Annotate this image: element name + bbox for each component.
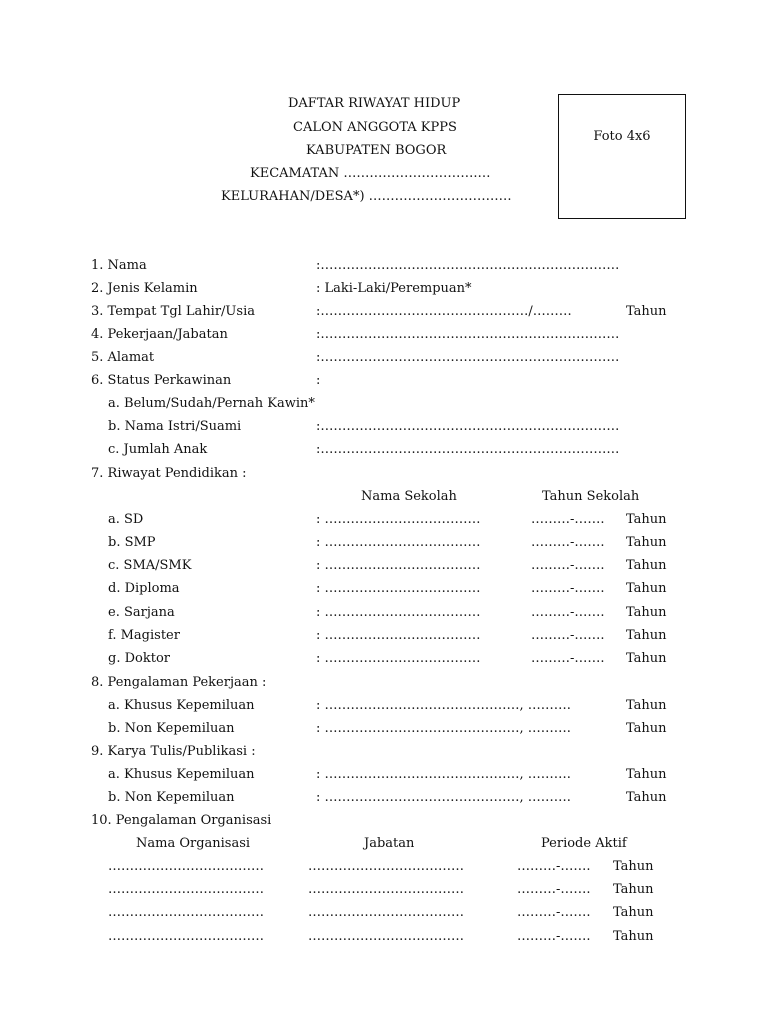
field-label: b. Non Kepemiluan — [108, 790, 235, 805]
field-row-tempat-tgl-lahir — [0, 304, 768, 322]
field-value[interactable]: : ………………………………………, ………. — [316, 698, 571, 713]
school-years-field[interactable]: ………-……. — [531, 535, 605, 550]
field-row-status-perkawinan — [0, 373, 768, 391]
organization-row — [0, 882, 768, 900]
organization-heading-row — [0, 813, 768, 831]
field-value: : — [316, 373, 321, 388]
field-label: 1. Nama — [91, 258, 147, 273]
organization-name-field[interactable]: ……………………………… — [108, 905, 264, 920]
organization-position-field[interactable]: ……………………………… — [308, 859, 464, 874]
field-value[interactable]: : ………………………………………, ………. — [316, 721, 571, 736]
field-label: 5. Alamat — [91, 350, 155, 365]
school-name-field[interactable]: : ……………………………… — [316, 558, 481, 573]
field-label: b. Nama Istri/Suami — [108, 419, 242, 434]
school-years-field[interactable]: ………-……. — [531, 512, 605, 527]
field-label: a. Khusus Kepemiluan — [108, 698, 255, 713]
field-unit: Tahun — [626, 767, 667, 782]
field-value[interactable]: :…………………………………………………………… — [316, 419, 620, 434]
publication-row-khusus — [0, 767, 768, 785]
organization-period-field[interactable]: ………-……. — [517, 859, 591, 874]
organization-heading: 10. Pengalaman Organisasi — [91, 813, 272, 828]
education-level-label: f. Magister — [108, 628, 180, 643]
work-heading: 8. Pengalaman Pekerjaan : — [91, 675, 267, 690]
school-years-field[interactable]: ………-……. — [531, 628, 605, 643]
field-unit: Tahun — [626, 581, 667, 596]
field-unit: Tahun — [626, 790, 667, 805]
field-label: a. Khusus Kepemiluan — [108, 767, 255, 782]
field-label: b. Non Kepemiluan — [108, 721, 235, 736]
organization-name-header: Nama Organisasi — [136, 836, 251, 851]
work-row-non — [0, 721, 768, 739]
education-level-label: g. Doktor — [108, 651, 170, 666]
education-level-label: e. Sarjana — [108, 605, 175, 620]
organization-period-field[interactable]: ………-……. — [517, 882, 591, 897]
education-column-headers — [0, 489, 768, 507]
document-title: DAFTAR RIWAYAT HIDUP — [288, 96, 461, 111]
organization-name-field[interactable]: ……………………………… — [108, 929, 264, 944]
photo-box — [558, 94, 686, 219]
organization-column-headers — [0, 836, 768, 854]
field-unit: Tahun — [626, 535, 667, 550]
work-row-khusus — [0, 698, 768, 716]
education-row — [0, 605, 768, 623]
field-row-alamat — [0, 350, 768, 368]
education-row — [0, 535, 768, 553]
school-name-field[interactable]: : ……………………………… — [316, 535, 481, 550]
field-unit: Tahun — [626, 698, 667, 713]
education-heading-row — [0, 466, 768, 484]
education-level-label: d. Diploma — [108, 581, 180, 596]
field-value[interactable]: :…………………………………………………………… — [316, 327, 620, 342]
publications-heading: 9. Karya Tulis/Publikasi : — [91, 744, 256, 759]
children-count-row — [0, 442, 768, 460]
field-unit: Tahun — [613, 882, 654, 897]
school-name-field[interactable]: : ……………………………… — [316, 512, 481, 527]
field-row-nama — [0, 258, 768, 276]
field-row-pekerjaan — [0, 327, 768, 345]
field-label: 3. Tempat Tgl Lahir/Usia — [91, 304, 255, 319]
field-value[interactable]: :…………………………………………/……… — [316, 304, 572, 319]
school-years-field[interactable]: ………-……. — [531, 651, 605, 666]
school-name-field[interactable]: : ……………………………… — [316, 605, 481, 620]
field-unit: Tahun — [613, 859, 654, 874]
education-row — [0, 512, 768, 530]
field-unit: Tahun — [626, 628, 667, 643]
field-unit: Tahun — [626, 721, 667, 736]
education-row — [0, 651, 768, 669]
work-heading-row — [0, 675, 768, 693]
field-unit: Tahun — [626, 651, 667, 666]
field-value[interactable]: :…………………………………………………………… — [316, 350, 620, 365]
school-name-header: Nama Sekolah — [361, 489, 457, 504]
school-years-field[interactable]: ………-……. — [531, 581, 605, 596]
school-name-field[interactable]: : ……………………………… — [316, 651, 481, 666]
organization-name-field[interactable]: ……………………………… — [108, 882, 264, 897]
education-heading: 7. Riwayat Pendidikan : — [91, 466, 247, 481]
kelurahan-field[interactable]: KELURAHAN/DESA*) …………………………… — [221, 189, 512, 204]
school-name-field[interactable]: : ……………………………… — [316, 581, 481, 596]
field-label: 6. Status Perkawinan — [91, 373, 232, 388]
organization-row — [0, 859, 768, 877]
school-name-field[interactable]: : ……………………………… — [316, 628, 481, 643]
marital-status-label[interactable]: a. Belum/Sudah/Pernah Kawin* — [108, 396, 315, 411]
school-years-field[interactable]: ………-……. — [531, 605, 605, 620]
organization-position-header: Jabatan — [364, 836, 415, 851]
education-level-label: c. SMA/SMK — [108, 558, 192, 573]
school-year-header: Tahun Sekolah — [542, 489, 640, 504]
education-level-label: a. SD — [108, 512, 144, 527]
school-years-field[interactable]: ………-……. — [531, 558, 605, 573]
document-subtitle: CALON ANGGOTA KPPS — [293, 120, 457, 135]
field-label: 4. Pekerjaan/Jabatan — [91, 327, 228, 342]
publication-row-non — [0, 790, 768, 808]
organization-period-header: Periode Aktif — [541, 836, 627, 851]
organization-period-field[interactable]: ………-……. — [517, 929, 591, 944]
field-value[interactable]: :…………………………………………………………… — [316, 442, 620, 457]
organization-position-field[interactable]: ……………………………… — [308, 882, 464, 897]
marital-status-options — [0, 396, 768, 414]
field-value[interactable]: : ………………………………………, ………. — [316, 790, 571, 805]
organization-name-field[interactable]: ……………………………… — [108, 859, 264, 874]
organization-position-field[interactable]: ……………………………… — [308, 905, 464, 920]
education-row — [0, 581, 768, 599]
field-unit: Tahun — [613, 905, 654, 920]
field-label: c. Jumlah Anak — [108, 442, 208, 457]
field-value[interactable]: : Laki-Laki/Perempuan* — [316, 281, 472, 296]
field-unit: Tahun — [613, 929, 654, 944]
education-row — [0, 628, 768, 646]
field-value[interactable]: :…………………………………………………………… — [316, 258, 620, 273]
district-name: KABUPATEN BOGOR — [306, 143, 447, 158]
education-row — [0, 558, 768, 576]
organization-period-field[interactable]: ………-……. — [517, 905, 591, 920]
organization-row — [0, 929, 768, 947]
field-unit: Tahun — [626, 558, 667, 573]
field-value[interactable]: : ………………………………………, ………. — [316, 767, 571, 782]
field-unit: Tahun — [626, 605, 667, 620]
organization-row — [0, 905, 768, 923]
field-unit: Tahun — [626, 512, 667, 527]
organization-position-field[interactable]: ……………………………… — [308, 929, 464, 944]
publications-heading-row — [0, 744, 768, 762]
field-label: 2. Jenis Kelamin — [91, 281, 198, 296]
education-level-label: b. SMP — [108, 535, 156, 550]
photo-label: Foto 4x6 — [593, 129, 651, 144]
spouse-name-row — [0, 419, 768, 437]
field-unit: Tahun — [626, 304, 667, 319]
field-row-jenis-kelamin — [0, 281, 768, 299]
kecamatan-field[interactable]: KECAMATAN ………………………….… — [250, 166, 491, 181]
